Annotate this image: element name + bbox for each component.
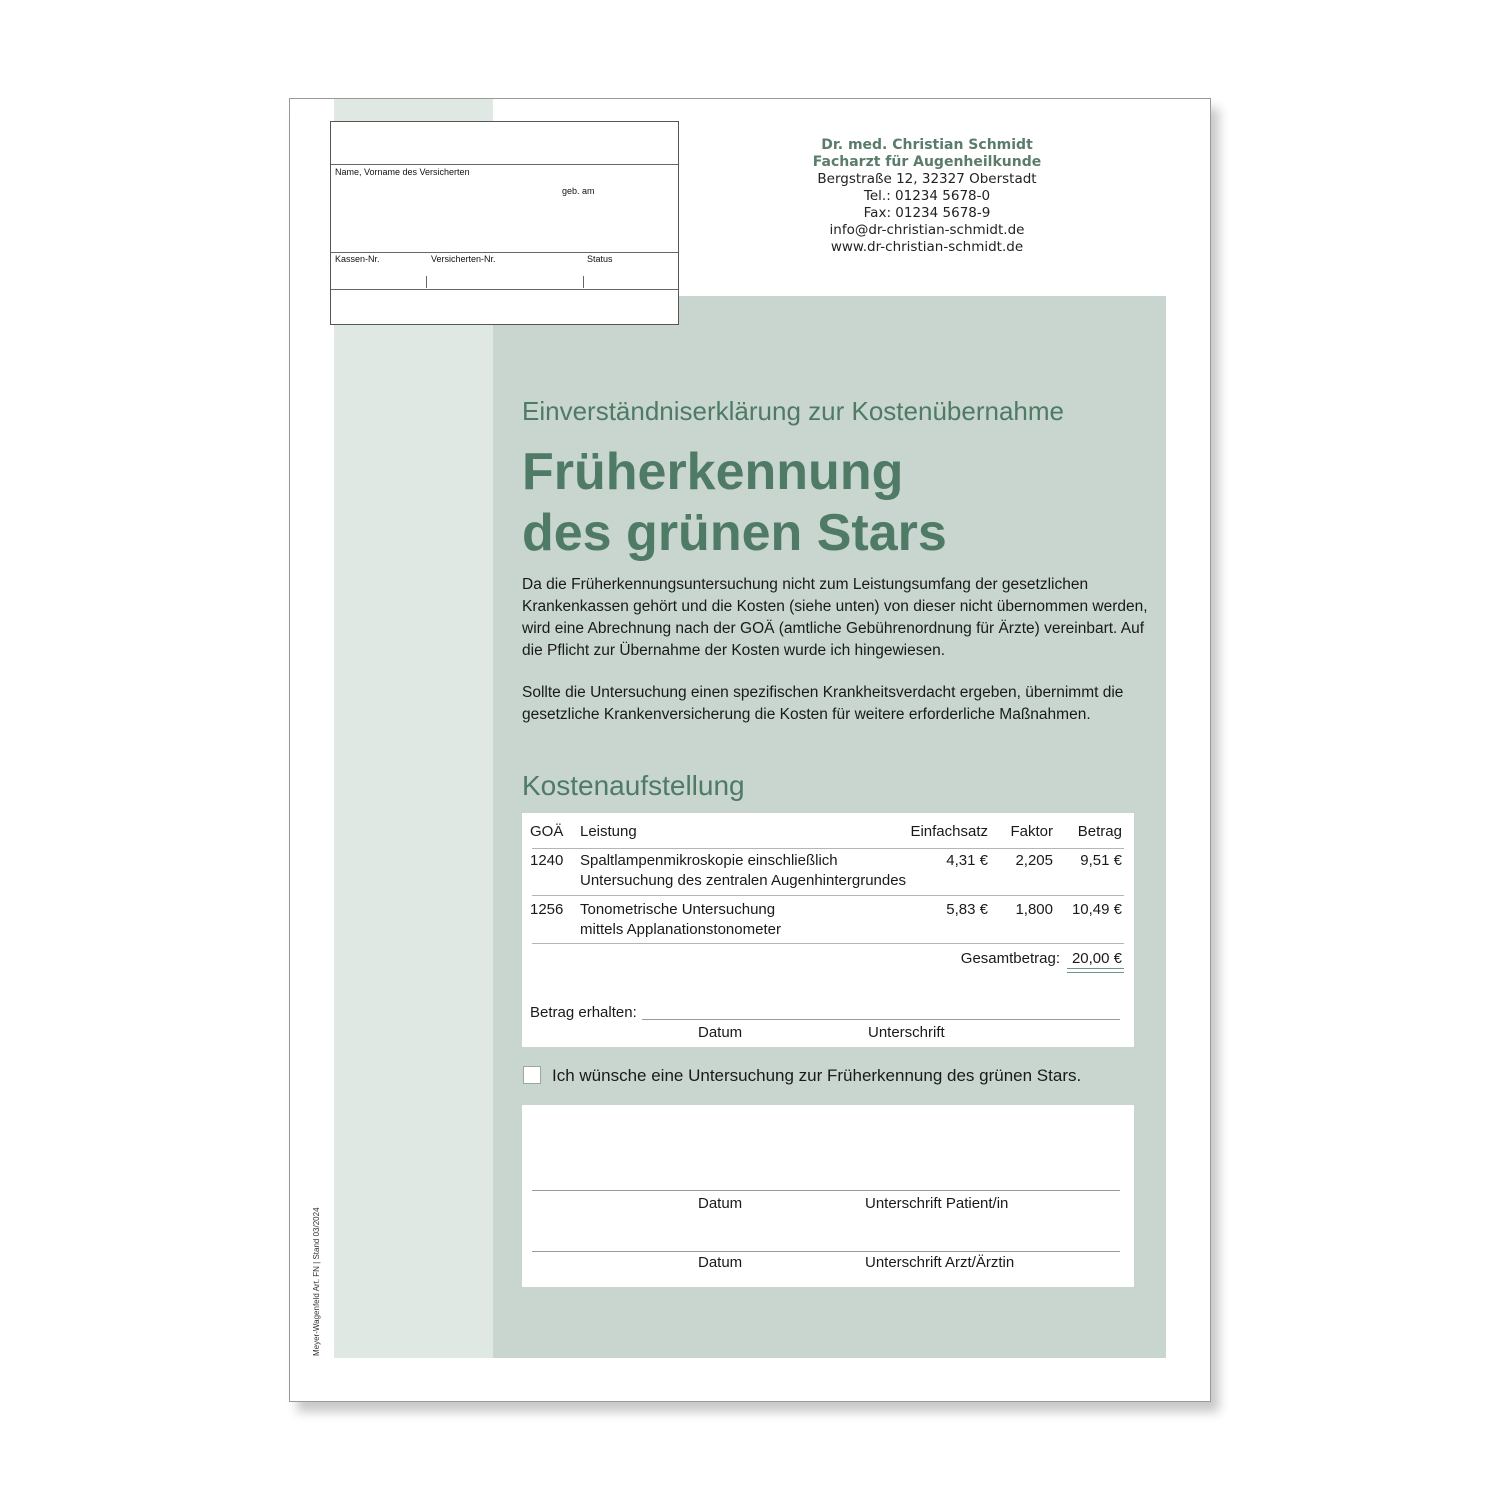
row-service-line2: Untersuchung des zentralen Augenhintergrundes — [580, 872, 907, 889]
form-title — [522, 442, 947, 564]
card-divider — [331, 164, 678, 165]
doctor-specialty: Facharzt für Augenheilkunde — [812, 154, 1042, 170]
row-rule — [532, 943, 1124, 944]
footer-code: Meyer-Wagenfeld Art. FN | Stand 03/2024 — [312, 1207, 321, 1356]
col-factor-header: Faktor — [1010, 823, 1053, 840]
signature-box — [522, 1105, 1134, 1287]
practice-fax: Fax: 01234 5678-9 — [863, 205, 991, 221]
row-goa: 1256 — [530, 901, 564, 918]
patient-signature-line[interactable] — [532, 1168, 1120, 1191]
row-service-line1: Tonometrische Untersuchung — [580, 901, 776, 918]
received-signature-label: Unterschrift — [868, 1024, 945, 1041]
practice-header — [765, 137, 1089, 256]
card-dob-label: geb. am — [562, 186, 595, 196]
doctor-date-label: Datum — [698, 1254, 743, 1271]
card-status-label: Status — [587, 254, 613, 264]
costs-heading: Kostenaufstellung — [522, 770, 745, 801]
consent-checkbox-label: Ich wünsche eine Untersuchung zur Früherkennung des grünen Stars. — [552, 1066, 1082, 1085]
card-tick — [426, 276, 427, 288]
row-factor: 1,800 — [1015, 901, 1053, 918]
total-label: Gesamtbetrag: — [960, 950, 1060, 967]
total-underline — [1067, 968, 1124, 969]
total-underline — [1067, 972, 1124, 973]
header-rule — [532, 848, 1124, 849]
row-service-line1: Spaltlampenmikroskopie einschließlich — [580, 852, 838, 869]
row-base-rate: 5,83 € — [946, 901, 988, 918]
card-fund-no-label: Kassen-Nr. — [335, 254, 380, 264]
practice-email: info@dr-christian-schmidt.de — [829, 222, 1025, 238]
card-divider — [331, 252, 678, 253]
row-goa: 1240 — [530, 852, 564, 869]
row-base-rate: 4,31 € — [946, 852, 988, 869]
patient-date-label: Datum — [698, 1195, 743, 1212]
col-base-rate-header: Einfachsatz — [910, 823, 988, 840]
received-label: Betrag erhalten: — [530, 1004, 637, 1021]
received-date-label: Datum — [698, 1024, 743, 1041]
col-service-header: Leistung — [580, 823, 637, 840]
doctor-signature-label: Unterschrift Arzt/Ärztin — [865, 1254, 1015, 1271]
practice-website: www.dr-christian-schmidt.de — [830, 239, 1024, 255]
form-sheet — [289, 98, 1211, 1402]
form-title-line1: Früherkennung — [522, 443, 904, 501]
patient-signature-label: Unterschrift Patient/in — [865, 1195, 1009, 1212]
row-amount: 9,51 € — [1080, 852, 1122, 869]
practice-address: Bergstraße 12, 32327 Oberstadt — [817, 171, 1037, 187]
form-subtitle: Einverständniserklärung zur Kostenübernahme — [522, 396, 1064, 426]
followup-paragraph: Sollte die Untersuchung einen spezifischen Krankheitsverdacht ergeben, übernimmt die gesetzliche Krankenversicherung die Kosten für weitere erforderliche Maßnahmen. — [522, 684, 1124, 723]
card-tick — [583, 276, 584, 288]
card-divider — [331, 289, 678, 290]
cost-table — [522, 813, 1134, 1047]
form-title-line2: des grünen Stars — [522, 504, 947, 562]
insurance-card-field[interactable] — [330, 121, 679, 325]
col-amount-header: Betrag — [1077, 823, 1122, 840]
doctor-name: Dr. med. Christian Schmidt — [821, 137, 1033, 153]
practice-phone: Tel.: 01234 5678-0 — [863, 188, 991, 204]
received-signature-line[interactable] — [642, 1003, 1120, 1020]
consent-checkbox[interactable] — [523, 1066, 541, 1084]
card-insured-no-label: Versicherten-Nr. — [431, 254, 496, 264]
row-service-line2: mittels Applanationstonometer — [580, 921, 781, 938]
row-amount: 10,49 € — [1071, 901, 1122, 918]
col-goa-header: GOÄ — [530, 823, 564, 840]
card-name-label: Name, Vorname des Versicherten — [335, 167, 470, 177]
total-value: 20,00 € — [1071, 950, 1122, 967]
row-factor: 2,205 — [1015, 852, 1053, 869]
row-rule — [532, 895, 1124, 896]
doctor-signature-line[interactable] — [532, 1229, 1120, 1252]
intro-paragraph: Da die Früherkennungsuntersuchung nicht zum Leistungsumfang der gesetzlichen Krankenkassen gehört und die Kosten (siehe unten) von dieser nicht übernommen werden, wird eine Abrechnung nach der GOÄ (amtliche Gebührenordnung für Ärzte) vereinbart. Auf die Pflicht zur Übernahme der Kosten wurde ich hingewiesen. — [522, 576, 1148, 659]
